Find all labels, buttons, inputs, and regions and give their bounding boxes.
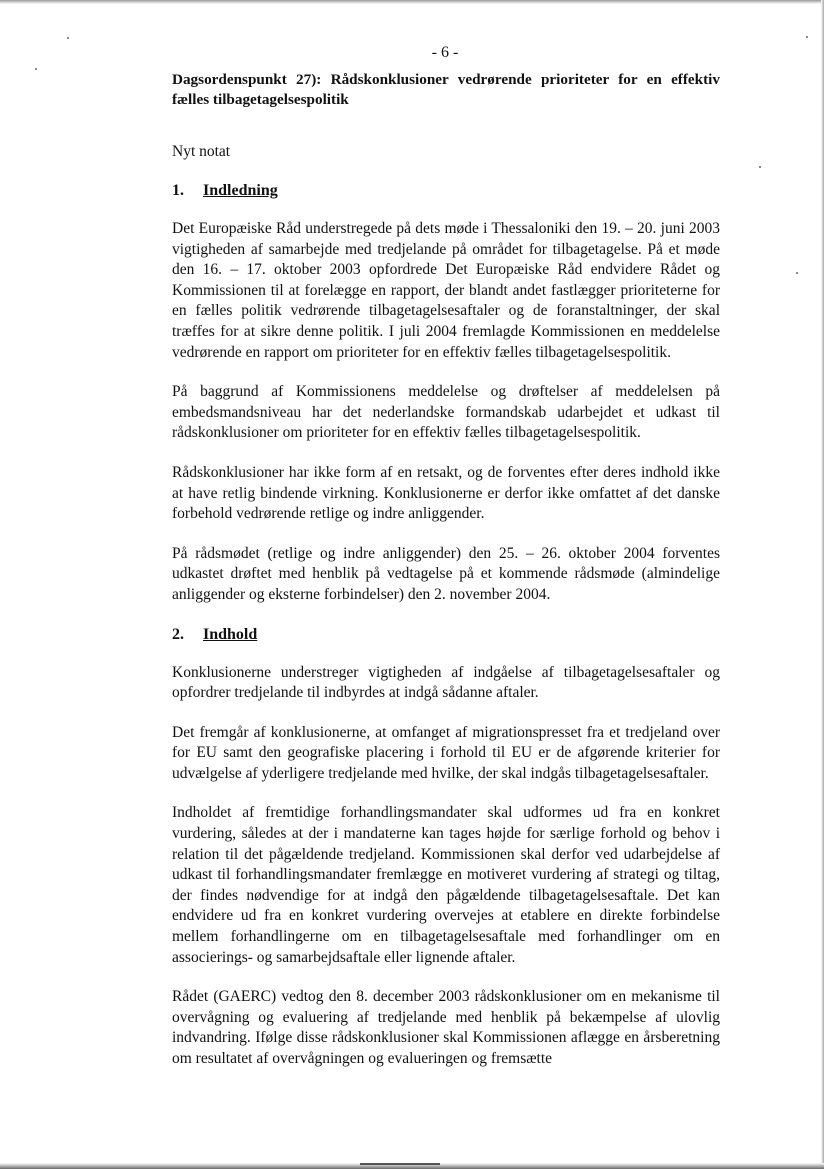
scan-edge-top bbox=[0, 0, 824, 4]
paragraph: Konklusionerne understreger vigtigheden af indgåelse af tilbagetagelsesaftaler og opfordrer tredjelande til indbyrdes at indgå sådanne aftaler. bbox=[172, 663, 720, 702]
paragraph: På baggrund af Kommissionens meddelelse og drøftelser af meddelelsen på embedsmandsniveau har det nederlandske formandskab udarbejdet et udkast til rådskonklusioner om prioriteter for en effektiv fælles tilbagetagelsespolitik. bbox=[172, 383, 720, 442]
scan-speck bbox=[67, 37, 69, 39]
scan-speck bbox=[35, 68, 37, 70]
page-number: - 6 - bbox=[431, 44, 459, 61]
document-body bbox=[172, 70, 720, 1070]
paragraph: Det fremgår af konklusionerne, at omfanget af migrationspresset fra et tredjeland over for EU samt den geografiske placering i forhold til EU er de afgørende kriterier for udvælgelse af yderligere tredjelande med hvilke, der skal indgås tilbagetagelsesaftaler. bbox=[172, 723, 720, 782]
paragraph: På rådsmødet (retlige og indre anliggender) den 25. – 26. oktober 2004 forventes udkastet drøftet med henblik på vedtagelse på et kommende rådsmøde (almindelige anliggender og eksterne forbindelser) den 2. november 2004. bbox=[172, 544, 720, 603]
paragraph: Rådet (GAERC) vedtog den 8. december 2003 rådskonklusioner om en mekanisme til overvågning og evaluering af tredjelande med henblik på bekæmpelse af ulovlig indvandring. Ifølge disse rådskonklusioner skal Kommissionen aflægge en årsberetning om resultatet af overvågningen og evalueringen og fremsætte bbox=[172, 988, 720, 1067]
note-label: Nyt notat bbox=[172, 143, 231, 160]
section-content bbox=[172, 625, 720, 1070]
section-heading bbox=[172, 181, 720, 201]
scan-speck bbox=[796, 272, 798, 274]
section-introduction bbox=[172, 181, 720, 606]
agenda-title: Dagsordenspunkt 27): Rådskonklusioner vedrørende prioriteter for en effektiv fælles tilbagetagelsespolitik bbox=[172, 71, 720, 108]
scan-artifact-line bbox=[360, 1163, 440, 1165]
section-title: Indhold bbox=[203, 625, 258, 643]
paragraph: Det Europæiske Råd understregede på dets møde i Thessaloniki den 19. – 20. juni 2003 vigtigheden af samarbejde med tredjelande på området for tilbagetagelse. På et møde den 16. – 17. oktober 2003 opfordrede Det Europæiske Råd endvidere Rådet og Kommissionen til at forelægge en rapport, der blandt andet fastlægger prioriteterne for en fælles politik vedrørende tilbagetagelsesaftaler og de foranstaltninger, der skal træffes for at sikre denne politik. I juli 2004 fremlagde Kommissionen en meddelelse vedrørende en rapport om prioriteter for en effektiv fælles tilbagetagelsespolitik. bbox=[172, 220, 720, 361]
paragraph: Rådskonklusioner har ikke form af en retsakt, og de forventes efter deres indhold ikke at have retlig bindende virkning. Konklusionerne er derfor ikke omfattet af det danske forbehold vedrørende retlige og indre anliggender. bbox=[172, 463, 720, 523]
section-number: 1. bbox=[172, 182, 184, 199]
section-heading bbox=[172, 625, 720, 645]
scan-speck bbox=[759, 166, 761, 168]
section-number: 2. bbox=[172, 625, 184, 643]
section-title: Indledning bbox=[203, 182, 278, 199]
scan-speck bbox=[806, 36, 808, 38]
paragraph: Indholdet af fremtidige forhandlingsmandater skal udformes ud fra en konkret vurdering, således at der i mandaterne kan tages højde for særlige forhold og behov i relation til det pågældende tredjeland. Kommissionen skal derfor ved udarbejdelse af udkast til forhandlingsmandater fremlægge en motiveret vurdering af strategi og tiltag, der findes nødvendige for at indgå den pågældende tilbagetagelsesaftale. Det kan endvidere ud fra en konkret vurdering overvejes at etablere en direkte forbindelse mellem forhandlingerne om en tilbagetagelsesaftale med forhandlinger om en associerings- og samarbejdsaftale eller lignende aftaler. bbox=[172, 804, 720, 966]
